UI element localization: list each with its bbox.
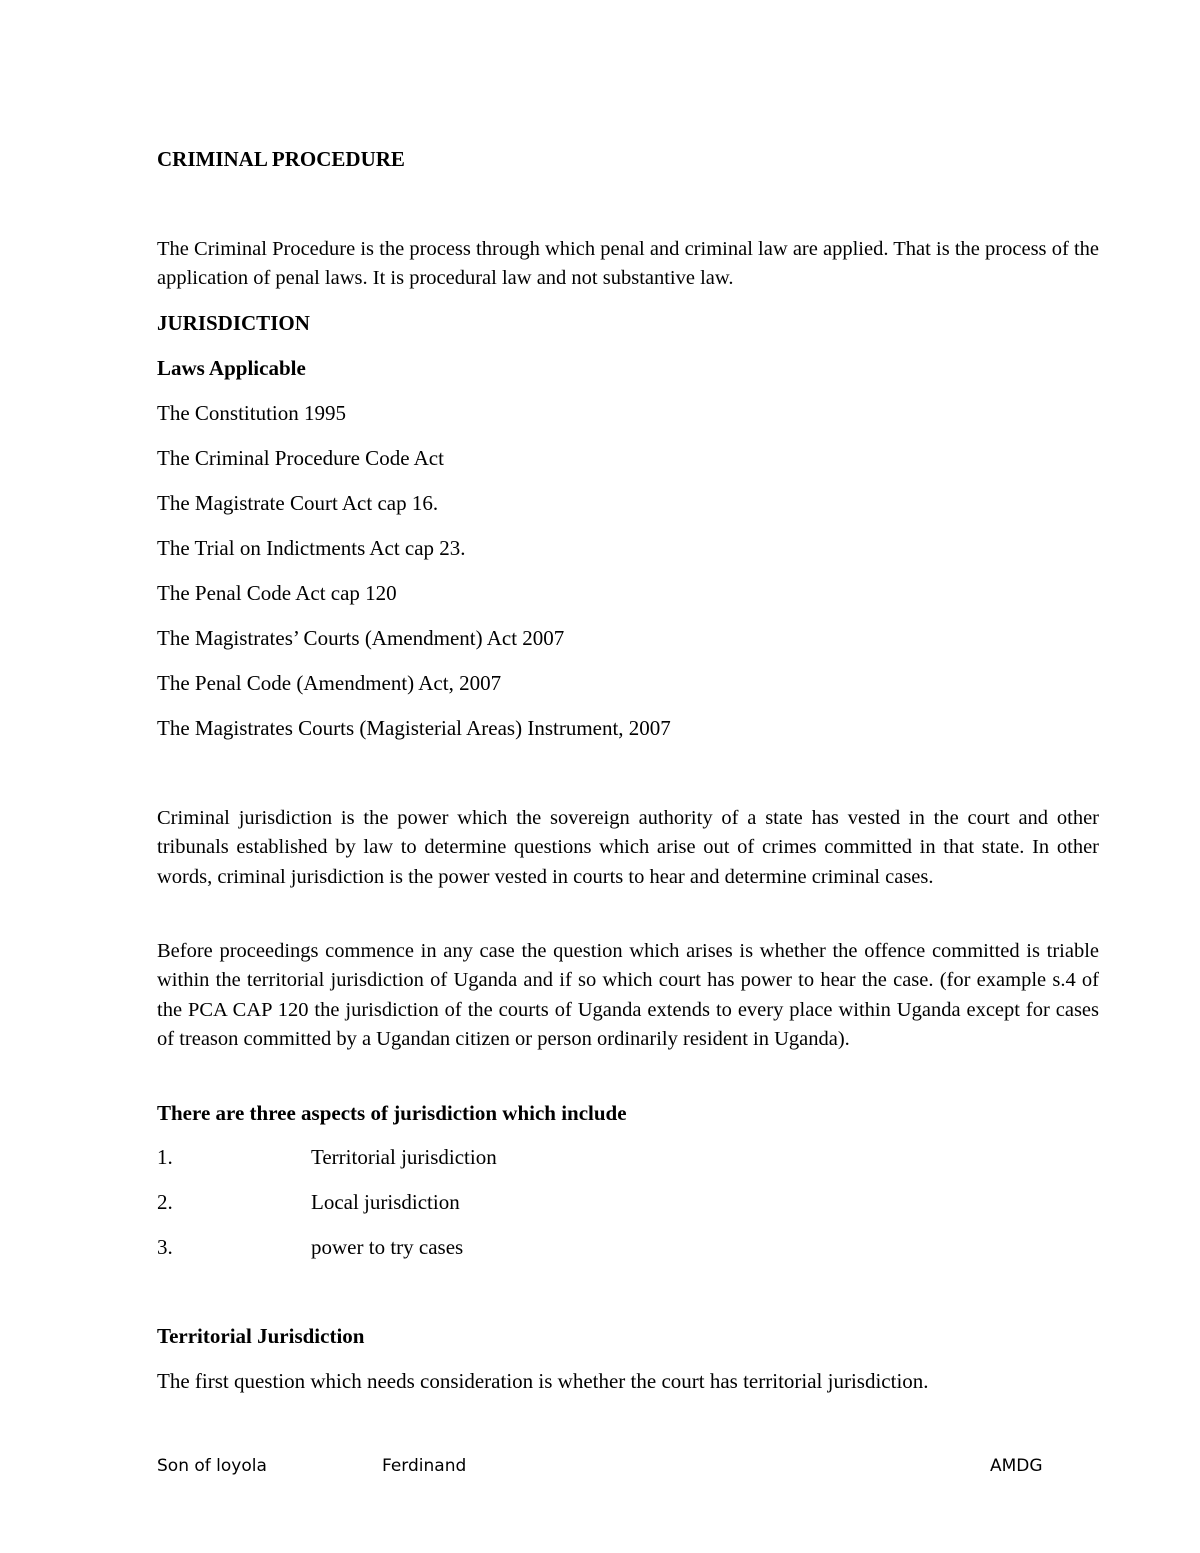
territorial-jurisdiction-text: The first question which needs consideration is whether the court has territorial jurisdiction. (157, 1369, 929, 1393)
definition-paragraph: Criminal jurisdiction is the power which the sovereign authority of a state has vested in the court and other tribunals established by law to determine questions which arise out of crimes committed in that state. In other words, criminal jurisdiction is the power vested in courts to hear and determine criminal cases. (157, 807, 1099, 888)
list-item-text: Local jurisdiction (311, 1190, 460, 1214)
intro-paragraph: The Criminal Procedure is the process through which penal and criminal law are applied. That is the process of the application of penal laws. It is procedural law and not substantive law. (157, 238, 1099, 290)
footer-left: Son of loyola (157, 1456, 267, 1476)
law-item: The Constitution 1995 (157, 401, 346, 425)
list-item-number: 2. (157, 1190, 173, 1214)
footer-right: AMDG (990, 1456, 1043, 1476)
law-item: The Penal Code Act cap 120 (157, 581, 397, 605)
law-item: The Magistrate Court Act cap 16. (157, 491, 439, 515)
proceedings-paragraph: Before proceedings commence in any case the question which arises is whether the offence committed is triable within the territorial jurisdiction of Uganda and if so which court has power to hear the case. (for example s.4 of the PCA CAP 120 the jurisdiction of the courts of Uganda extends to every place within Uganda except for cases of treason committed by a Ugandan citizen or person ordinarily resident in Uganda). (157, 940, 1099, 1051)
law-item: The Magistrates’ Courts (Amendment) Act 2007 (157, 626, 565, 650)
list-item-number: 1. (157, 1145, 173, 1169)
list-item-text: power to try cases (311, 1235, 464, 1259)
territorial-jurisdiction-heading: Territorial Jurisdiction (157, 1324, 365, 1348)
list-item-number: 3. (157, 1235, 173, 1259)
laws-applicable-heading: Laws Applicable (157, 356, 306, 380)
page-title: CRIMINAL PROCEDURE (157, 147, 405, 171)
law-item: The Penal Code (Amendment) Act, 2007 (157, 671, 502, 695)
aspects-heading: There are three aspects of jurisdiction which include (157, 1101, 627, 1125)
jurisdiction-heading: JURISDICTION (157, 311, 310, 335)
footer-center: Ferdinand (382, 1456, 467, 1476)
law-item: The Criminal Procedure Code Act (157, 446, 444, 470)
law-item: The Trial on Indictments Act cap 23. (157, 536, 466, 560)
law-item: The Magistrates Courts (Magisterial Areas) Instrument, 2007 (157, 716, 671, 740)
list-item-text: Territorial jurisdiction (311, 1145, 497, 1169)
